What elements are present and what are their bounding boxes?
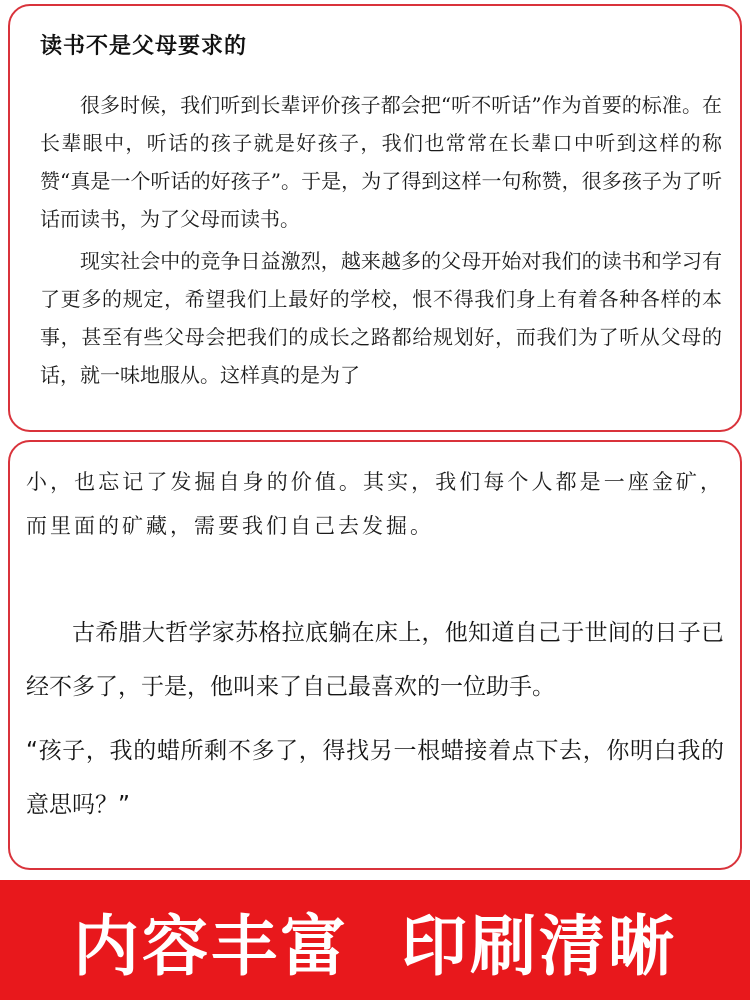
sample-page-bottom-panel bbox=[8, 440, 742, 870]
body-paragraph: 古希腊大哲学家苏格拉底躺在床上，他知道自己于世间的日子已经不多了，于是，他叫来了自己最喜欢的一位助手。 bbox=[26, 620, 724, 700]
sample-page-top-panel bbox=[8, 4, 742, 432]
promo-banner-text: 内容丰富 印刷清晰 bbox=[73, 907, 677, 985]
body-paragraph: 现实社会中的竞争日益激烈，越来越多的父母开始对我们的读书和学习有了更多的规定，希望我们上最好的学校，恨不得我们身上有着各种各样的本事，甚至有些父母会把我们的成长之路都给规划好，而我们为了听从父母的话，就一味地服从。这样真的是为了 bbox=[40, 249, 722, 387]
quote-paragraph: “孩子，我的蜡所剩不多了，得找另一根蜡接着点下去，你明白我的意思吗？” bbox=[26, 738, 724, 818]
script-paragraph: 小，也忘记了发掘自身的价值。其实，我们每个人都是一座金矿，而里面的矿藏，需要我们自己去发掘。 bbox=[26, 470, 724, 538]
promo-banner bbox=[0, 880, 750, 1000]
body-paragraph: 很多时候，我们听到长辈评价孩子都会把“听不听话”作为首要的标准。在长辈眼中，听话的孩子就是好孩子，我们也常常在长辈口中听到这样的称赞“真是一个听话的好孩子”。于是，为了得到这样一句称赞，很多孩子为了听话而读书，为了父母而读书。 bbox=[40, 93, 722, 231]
section-heading: 读书不是父母要求的 bbox=[40, 34, 248, 59]
paragraph-spacer bbox=[26, 548, 724, 606]
